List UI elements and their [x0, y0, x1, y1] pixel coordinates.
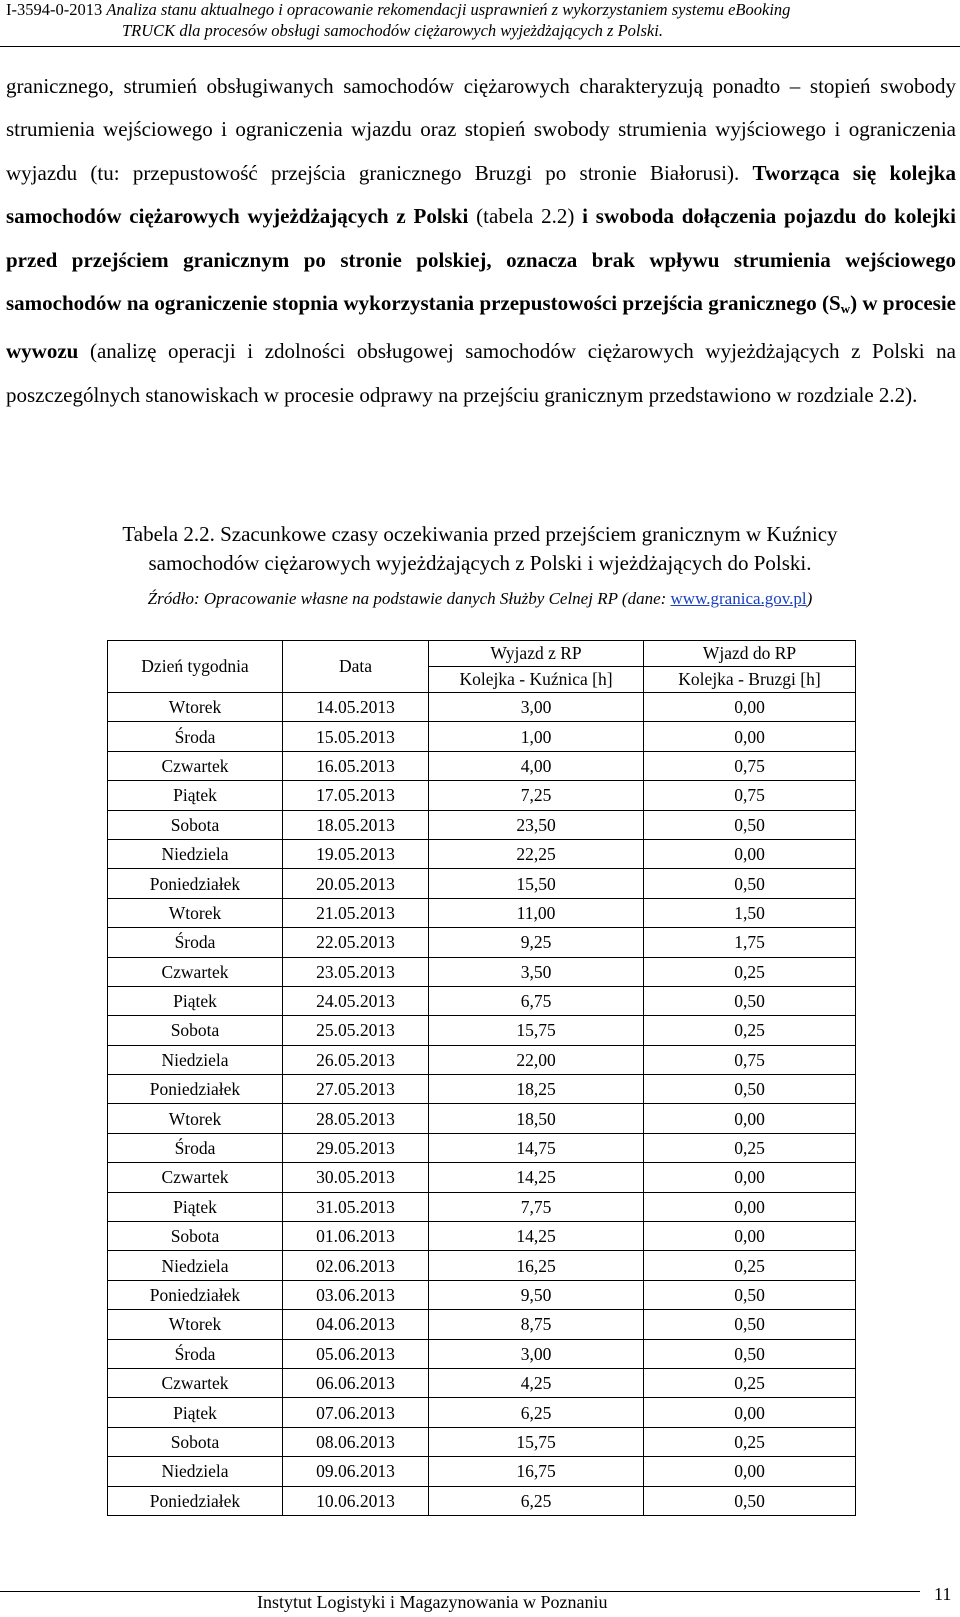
cell-date: 23.05.2013	[283, 957, 429, 986]
document-title-part-2: TRUCK	[122, 21, 176, 40]
document-code: I-3594-0-2013	[6, 0, 103, 19]
table-row	[108, 1104, 856, 1133]
body-bold-2: i swoboda dołączenia pojazdu do kolejki przed przejściem granicznym po stronie polskiej, oznacza brak wpływu strumienia wejściowego samochodów na ograniczenie stopnia wykorzystania przepustowości przejścia granicznego (S	[6, 204, 956, 316]
table-row	[108, 957, 856, 986]
body-paragraph	[6, 65, 956, 417]
source-close: )	[806, 589, 813, 608]
cell-day: Wtorek	[108, 1104, 283, 1133]
cell-exit-queue: 9,50	[429, 1280, 644, 1309]
document-title-part-1: Analiza stanu aktualnego i opracowanie rekomendacji usprawnień z wykorzystaniem systemu eBooking	[106, 0, 791, 19]
cell-day: Wtorek	[108, 693, 283, 722]
cell-date: 02.06.2013	[283, 1251, 429, 1280]
cell-date: 24.05.2013	[283, 986, 429, 1015]
cell-day: Środa	[108, 928, 283, 957]
cell-day: Środa	[108, 722, 283, 751]
cell-entry-queue: 0,00	[644, 1398, 856, 1427]
cell-entry-queue: 0,00	[644, 839, 856, 868]
cell-entry-queue: 0,50	[644, 1310, 856, 1339]
cell-date: 16.05.2013	[283, 751, 429, 780]
cell-date: 15.05.2013	[283, 722, 429, 751]
cell-day: Poniedziałek	[108, 1280, 283, 1309]
cell-entry-queue: 0,25	[644, 1368, 856, 1397]
table-row	[108, 751, 856, 780]
table-row	[108, 722, 856, 751]
table-row	[108, 1280, 856, 1309]
cell-exit-queue: 9,25	[429, 928, 644, 957]
cell-date: 28.05.2013	[283, 1104, 429, 1133]
body-bold-1: Tworząca się kolejka samochodów ciężarowych wyjeżdżających z Polski	[6, 160, 956, 229]
table-row	[108, 1339, 856, 1368]
page-header	[0, 0, 960, 47]
cell-entry-queue: 0,00	[644, 1222, 856, 1251]
cell-exit-queue: 4,00	[429, 751, 644, 780]
footer-institute: Instytut Logistyki i Magazynowania w Poznaniu	[257, 1592, 608, 1612]
table-row	[108, 810, 856, 839]
table-row	[108, 1398, 856, 1427]
cell-exit-queue: 8,75	[429, 1310, 644, 1339]
cell-day: Piątek	[108, 1398, 283, 1427]
source-text: Źródło: Opracowanie własne na podstawie danych Służby Celnej RP (dane:	[147, 589, 671, 608]
cell-date: 17.05.2013	[283, 781, 429, 810]
cell-exit-queue: 22,00	[429, 1045, 644, 1074]
table-row	[108, 1075, 856, 1104]
cell-day: Środa	[108, 1339, 283, 1368]
cell-date: 04.06.2013	[283, 1310, 429, 1339]
cell-day: Niedziela	[108, 1045, 283, 1074]
cell-date: 03.06.2013	[283, 1280, 429, 1309]
cell-date: 14.05.2013	[283, 693, 429, 722]
table-body	[108, 693, 856, 1516]
cell-date: 05.06.2013	[283, 1339, 429, 1368]
table-row	[108, 1251, 856, 1280]
cell-exit-queue: 6,75	[429, 986, 644, 1015]
header-exit-queue: Kolejka - Kuźnica [h]	[429, 667, 644, 693]
header-exit-group: Wyjazd z RP	[429, 641, 644, 667]
cell-exit-queue: 11,00	[429, 898, 644, 927]
cell-exit-queue: 15,75	[429, 1427, 644, 1456]
table-row	[108, 1427, 856, 1456]
cell-exit-queue: 7,25	[429, 781, 644, 810]
cell-date: 29.05.2013	[283, 1133, 429, 1162]
table-row	[108, 898, 856, 927]
cell-date: 31.05.2013	[283, 1192, 429, 1221]
cell-entry-queue: 0,50	[644, 986, 856, 1015]
cell-date: 20.05.2013	[283, 869, 429, 898]
cell-entry-queue: 0,25	[644, 1016, 856, 1045]
cell-exit-queue: 3,00	[429, 1339, 644, 1368]
table-row	[108, 1486, 856, 1515]
cell-exit-queue: 15,75	[429, 1016, 644, 1045]
header-date: Data	[283, 641, 429, 693]
cell-entry-queue: 0,75	[644, 751, 856, 780]
cell-day: Wtorek	[108, 898, 283, 927]
body-text-1: granicznego, strumień obsługiwanych samochodów ciężarowych charakteryzują ponadto – stopień swobody strumienia wejściowego i ograniczenia wjazdu oraz stopień swobody strumienia wyjściowego i ograniczenia wyjazdu (tu: przepustowość przejścia granicznego Bruzgi po stronie Białorusi).	[6, 74, 956, 185]
cell-entry-queue: 0,50	[644, 1339, 856, 1368]
cell-exit-queue: 18,25	[429, 1075, 644, 1104]
cell-day: Sobota	[108, 810, 283, 839]
cell-exit-queue: 16,25	[429, 1251, 644, 1280]
cell-entry-queue: 1,75	[644, 928, 856, 957]
table-row	[108, 1192, 856, 1221]
cell-entry-queue: 0,50	[644, 869, 856, 898]
table-row	[108, 1368, 856, 1397]
caption-line-2: samochodów ciężarowych wyjeżdżających z Polski i wjeżdżających do Polski.	[148, 551, 812, 575]
table-row	[108, 1016, 856, 1045]
cell-entry-queue: 0,00	[644, 693, 856, 722]
cell-entry-queue: 0,00	[644, 1192, 856, 1221]
table-row	[108, 781, 856, 810]
cell-date: 07.06.2013	[283, 1398, 429, 1427]
cell-day: Czwartek	[108, 957, 283, 986]
table-row	[108, 1045, 856, 1074]
header-entry-queue: Kolejka - Bruzgi [h]	[644, 667, 856, 693]
table-row	[108, 1222, 856, 1251]
cell-exit-queue: 1,00	[429, 722, 644, 751]
header-line-1	[6, 0, 790, 20]
body-bold-3: ) w procesie wywozu	[6, 291, 956, 364]
table-row	[108, 839, 856, 868]
cell-day: Wtorek	[108, 1310, 283, 1339]
cell-entry-queue: 0,00	[644, 1163, 856, 1192]
cell-day: Poniedziałek	[108, 1075, 283, 1104]
cell-date: 22.05.2013	[283, 928, 429, 957]
cell-date: 27.05.2013	[283, 1075, 429, 1104]
table-row	[108, 1133, 856, 1162]
cell-entry-queue: 0,25	[644, 957, 856, 986]
table-row	[108, 928, 856, 957]
table-row	[108, 1310, 856, 1339]
source-link[interactable]: www.granica.gov.pl	[670, 589, 807, 608]
cell-date: 08.06.2013	[283, 1427, 429, 1456]
cell-exit-queue: 6,25	[429, 1486, 644, 1515]
cell-exit-queue: 4,25	[429, 1368, 644, 1397]
cell-day: Czwartek	[108, 1163, 283, 1192]
cell-day: Środa	[108, 1133, 283, 1162]
cell-date: 21.05.2013	[283, 898, 429, 927]
cell-exit-queue: 14,75	[429, 1133, 644, 1162]
subscript-w: w	[840, 301, 851, 317]
table-row	[108, 1457, 856, 1486]
table-source	[0, 589, 960, 609]
cell-day: Czwartek	[108, 1368, 283, 1397]
cell-date: 19.05.2013	[283, 839, 429, 868]
cell-date: 18.05.2013	[283, 810, 429, 839]
cell-exit-queue: 3,00	[429, 693, 644, 722]
cell-entry-queue: 0,50	[644, 1280, 856, 1309]
cell-exit-queue: 15,50	[429, 869, 644, 898]
cell-entry-queue: 0,25	[644, 1133, 856, 1162]
document-title-part-3: dla procesów obsługi samochodów ciężarowych wyjeżdżających z Polski.	[179, 21, 663, 40]
cell-entry-queue: 0,75	[644, 1045, 856, 1074]
cell-entry-queue: 0,50	[644, 1486, 856, 1515]
cell-exit-queue: 6,25	[429, 1398, 644, 1427]
cell-exit-queue: 3,50	[429, 957, 644, 986]
header-entry-group: Wjazd do RP	[644, 641, 856, 667]
cell-exit-queue: 18,50	[429, 1104, 644, 1133]
cell-date: 01.06.2013	[283, 1222, 429, 1251]
header-day: Dzień tygodnia	[108, 641, 283, 693]
cell-date: 26.05.2013	[283, 1045, 429, 1074]
cell-entry-queue: 0,25	[644, 1427, 856, 1456]
cell-exit-queue: 14,25	[429, 1163, 644, 1192]
caption-line-1: Tabela 2.2. Szacunkowe czasy oczekiwania przed przejściem granicznym w Kuźnicy	[122, 522, 838, 546]
cell-exit-queue: 22,25	[429, 839, 644, 868]
page-number: 11	[934, 1584, 952, 1604]
cell-day: Poniedziałek	[108, 869, 283, 898]
cell-exit-queue: 16,75	[429, 1457, 644, 1486]
cell-day: Niedziela	[108, 1251, 283, 1280]
cell-day: Niedziela	[108, 839, 283, 868]
cell-day: Niedziela	[108, 1457, 283, 1486]
cell-day: Sobota	[108, 1016, 283, 1045]
header-line-2	[122, 21, 663, 41]
cell-entry-queue: 0,25	[644, 1251, 856, 1280]
table-row	[108, 869, 856, 898]
table-row	[108, 1163, 856, 1192]
body-text-3: (analizę operacji i zdolności obsługowej samochodów ciężarowych wyjeżdżających z Polski na poszczególnych stanowiskach w procesie odprawy na przejściu granicznym przedstawiono w rozdziale 2.2).	[6, 339, 957, 407]
cell-day: Poniedziałek	[108, 1486, 283, 1515]
cell-date: 09.06.2013	[283, 1457, 429, 1486]
cell-day: Sobota	[108, 1427, 283, 1456]
table-row	[108, 693, 856, 722]
cell-day: Piątek	[108, 781, 283, 810]
cell-day: Piątek	[108, 986, 283, 1015]
waiting-times-table	[107, 640, 856, 1516]
cell-entry-queue: 0,00	[644, 1457, 856, 1486]
table-row	[108, 986, 856, 1015]
body-text-2: (tabela 2.2)	[476, 204, 575, 229]
cell-day: Piątek	[108, 1192, 283, 1221]
cell-entry-queue: 0,50	[644, 810, 856, 839]
cell-exit-queue: 14,25	[429, 1222, 644, 1251]
cell-date: 10.06.2013	[283, 1486, 429, 1515]
table-caption	[0, 520, 960, 578]
cell-day: Sobota	[108, 1222, 283, 1251]
cell-entry-queue: 1,50	[644, 898, 856, 927]
cell-exit-queue: 7,75	[429, 1192, 644, 1221]
cell-date: 25.05.2013	[283, 1016, 429, 1045]
cell-entry-queue: 0,00	[644, 1104, 856, 1133]
cell-entry-queue: 0,75	[644, 781, 856, 810]
cell-day: Czwartek	[108, 751, 283, 780]
cell-entry-queue: 0,50	[644, 1075, 856, 1104]
cell-exit-queue: 23,50	[429, 810, 644, 839]
cell-entry-queue: 0,00	[644, 722, 856, 751]
cell-date: 30.05.2013	[283, 1163, 429, 1192]
cell-date: 06.06.2013	[283, 1368, 429, 1397]
